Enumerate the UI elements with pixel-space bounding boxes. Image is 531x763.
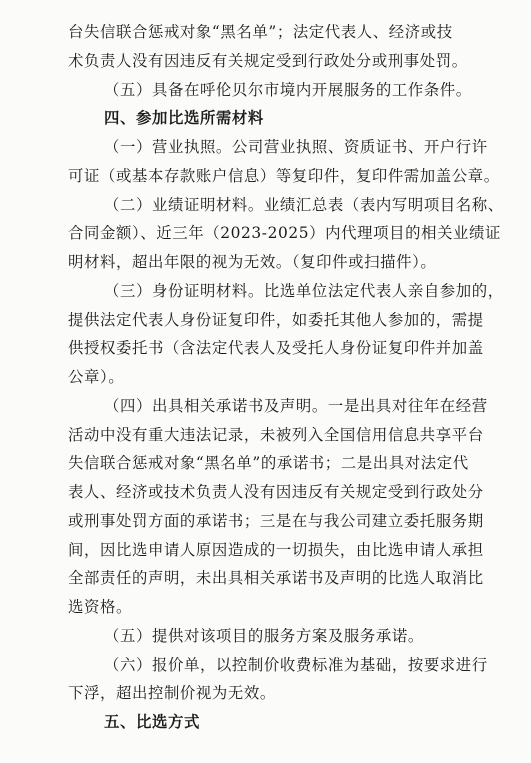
text-line: （二）业绩证明材料。业绩汇总表（表内写明项目名称、 bbox=[104, 195, 504, 214]
text-line: 活动中没有重大违法记录，未被列入全国信用信息共享平台 bbox=[68, 425, 484, 444]
text-line: （一）营业执照。公司营业执照、资质证书、开户行许 bbox=[104, 138, 488, 157]
text-line: 供授权委托书（含法定代表人及受托人身份证复印件并加盖 bbox=[68, 339, 484, 358]
text-line: 台失信联合惩戒对象“黑名单”；法定代表人、经济或技 bbox=[68, 23, 453, 41]
text-line: 或刑事处罚方面的承诺书；三是在与我公司建立委托服务期 bbox=[68, 511, 484, 530]
text-line: 表人、经济或技术负责人没有因违反有关规定受到行政处分 bbox=[68, 483, 484, 502]
text-line: 明材料，超出年限的视为无效。（复印件或扫描件）。 bbox=[68, 253, 437, 272]
text-line: （四）出具相关承诺书及声明。一是出具对往年在经营 bbox=[104, 396, 488, 415]
text-line: 术负责人没有因违反有关规定受到行政处分或刑事处罚。 bbox=[68, 51, 468, 70]
text-line: （五）提供对该项目的服务方案及服务承诺。 bbox=[104, 626, 424, 645]
text-line: （三）身份证明材料。比选单位法定代表人亲自参加的， bbox=[104, 281, 504, 300]
text-line: 合同金额）、近三年（2023-2025）内代理项目的相关业绩证 bbox=[68, 224, 502, 243]
text-line: 公章）。 bbox=[68, 368, 125, 387]
text-line: 可证（或基本存款账户信息）等复印件，复印件需加盖公章。 bbox=[68, 166, 500, 185]
section-heading: 四、参加比选所需材料 bbox=[104, 109, 264, 128]
text-line: 全部责任的声明，未出具相关承诺书及声明的比选人取消比 bbox=[68, 569, 484, 588]
text-line: 失信联合惩戒对象“黑名单”的承诺书；二是出具对法定代 bbox=[68, 454, 469, 473]
text-line: 间，因比选申请人原因造成的一切损失，由比选申请人承担 bbox=[68, 540, 484, 559]
text-line: 提供法定代表人身份证复印件，如委托其他人参加的，需提 bbox=[68, 310, 484, 329]
section-heading: 五、比选方式 bbox=[104, 713, 200, 732]
text-line: （五）具备在呼伦贝尔市境内开展服务的工作条件。 bbox=[104, 80, 472, 99]
text-line: 选资格。 bbox=[68, 598, 132, 617]
text-line: 下浮，超出控制价视为无效。 bbox=[68, 684, 276, 703]
text-line: （六）报价单，以控制价收费标准为基础，按要求进行 bbox=[104, 655, 488, 674]
